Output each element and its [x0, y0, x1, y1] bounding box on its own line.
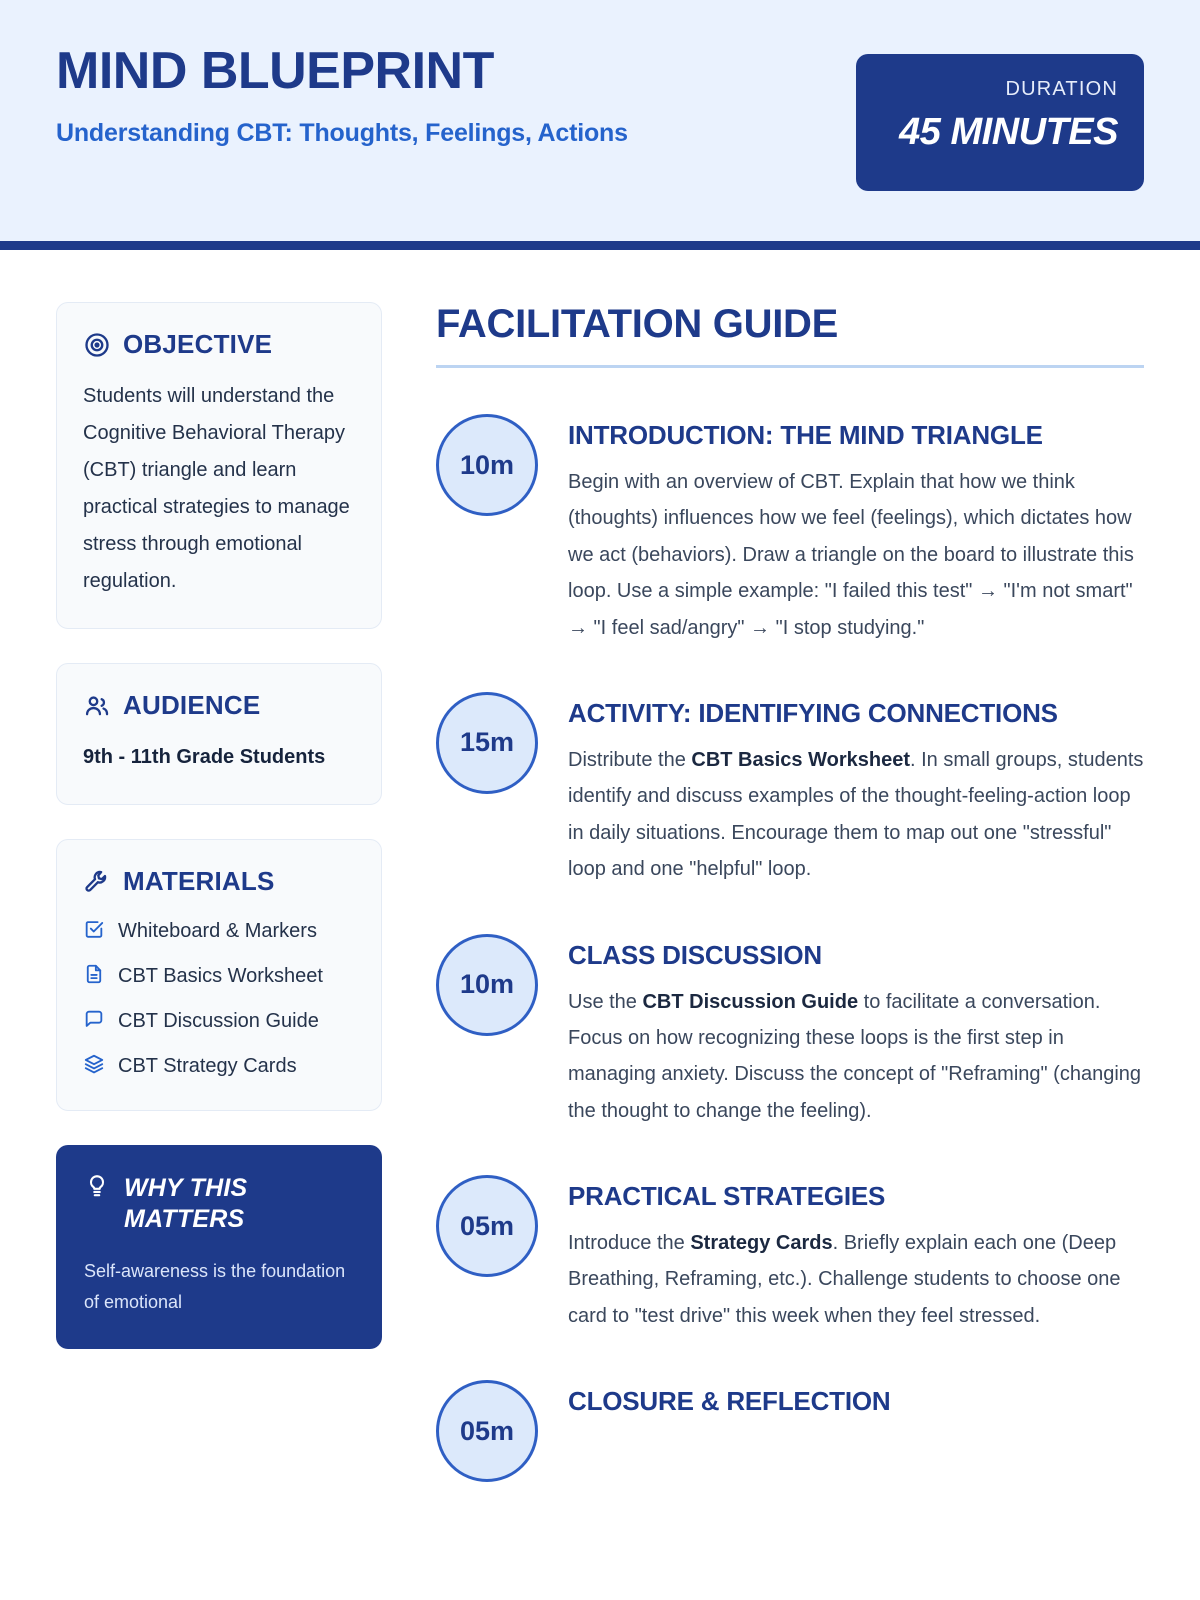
step-content [568, 934, 1144, 1130]
guide-step [436, 1380, 1144, 1482]
step-title: CLASS DISCUSSION [568, 939, 822, 970]
checkbox-icon [83, 918, 105, 940]
material-label: CBT Strategy Cards [118, 1055, 297, 1077]
why-title: WHY THIS MATTERS [124, 1174, 248, 1234]
sidebar [56, 302, 382, 1482]
material-label: CBT Basics Worksheet [118, 965, 323, 987]
lightbulb-icon [84, 1173, 110, 1199]
people-icon [83, 692, 111, 720]
step-title: ACTIVITY: IDENTIFYING CONNECTIONS [568, 697, 1058, 728]
step-content [568, 414, 1144, 646]
why-card-header [84, 1173, 354, 1236]
step-description: Begin with an overview of CBT. Explain that how we think (thoughts) influences how we feel (feelings), which dictates how we act (behaviors). Draw a triangle on the board to illustrate this loop. Use a simple example: "I failed this test" → "I'm not smart" → "I feel sad/angry" → "I stop studying." [568, 471, 1134, 639]
guide-step [436, 1175, 1144, 1334]
step-description: Introduce the Strategy Cards. Briefly explain each one (Deep Breathing, Reframing, etc.). Challenge students to choose one card to "test drive" this week when they feel stressed. [568, 1232, 1121, 1327]
chat-icon [83, 1008, 105, 1030]
audience-card-header [83, 690, 355, 721]
duration-label: DURATION [1005, 78, 1118, 100]
wrench-icon [83, 868, 111, 896]
step-time-badge: 10m [436, 414, 538, 516]
step-description: Distribute the CBT Basics Worksheet. In small groups, students identify and discuss examples of the thought-feeling-action loop in daily situations. Encourage them to map out one "stressful" loop and one "helpful" loop. [568, 748, 1144, 881]
why-this-matters-card [56, 1145, 382, 1349]
materials-title: MATERIALS [123, 866, 275, 896]
list-item [83, 960, 355, 992]
guide-step [436, 934, 1144, 1130]
list-item [83, 915, 355, 947]
list-item [83, 1005, 355, 1037]
materials-card [56, 839, 382, 1111]
guide-step [436, 692, 1144, 888]
objective-title: OBJECTIVE [123, 329, 273, 359]
page-title: MIND BLUEPRINT [56, 42, 494, 100]
document-icon [83, 963, 105, 985]
step-time-badge: 15m [436, 692, 538, 794]
step-description: Use the CBT Discussion Guide to facilitate a conversation. Focus on how recognizing these loops is the first step in managing anxiety. Discuss the concept of "Reframing" (changing the thought to change the feeling). [568, 990, 1142, 1122]
guide-step [436, 414, 1144, 646]
material-label: CBT Discussion Guide [118, 1010, 319, 1032]
audience-title: AUDIENCE [123, 690, 261, 720]
page-content [0, 250, 1200, 1482]
why-body: Self-awareness is the foundation of emotional [84, 1260, 346, 1312]
page-header [0, 0, 1200, 250]
layers-icon [83, 1053, 105, 1075]
objective-card-header [83, 329, 355, 360]
section-divider [436, 365, 1144, 368]
step-time-badge: 10m [436, 934, 538, 1036]
step-title: CLOSURE & REFLECTION [568, 1386, 891, 1417]
step-time-badge: 05m [436, 1380, 538, 1482]
duration-value: 45 MINUTES [899, 111, 1118, 153]
step-title: PRACTICAL STRATEGIES [568, 1181, 886, 1212]
step-time-badge: 05m [436, 1175, 538, 1277]
material-label: Whiteboard & Markers [118, 920, 317, 942]
materials-list [83, 915, 355, 1082]
step-title: INTRODUCTION: THE MIND TRIANGLE [568, 420, 1043, 450]
step-content [568, 1380, 1144, 1482]
section-title: FACILITATION GUIDE [436, 302, 838, 346]
materials-card-header [83, 866, 355, 897]
target-icon [83, 331, 111, 359]
step-content [568, 692, 1144, 888]
list-item [83, 1050, 355, 1082]
objective-body: Students will understand the Cognitive Behavioral Therapy (CBT) triangle and learn practical strategies to manage stress through emotional regulation. [83, 385, 350, 592]
objective-card [56, 302, 382, 629]
duration-badge [856, 54, 1144, 191]
step-content [568, 1175, 1144, 1334]
audience-card [56, 663, 382, 805]
audience-body: 9th - 11th Grade Students [83, 746, 326, 768]
page-subtitle: Understanding CBT: Thoughts, Feelings, Actions [56, 118, 628, 147]
facilitation-guide [436, 302, 1144, 1482]
